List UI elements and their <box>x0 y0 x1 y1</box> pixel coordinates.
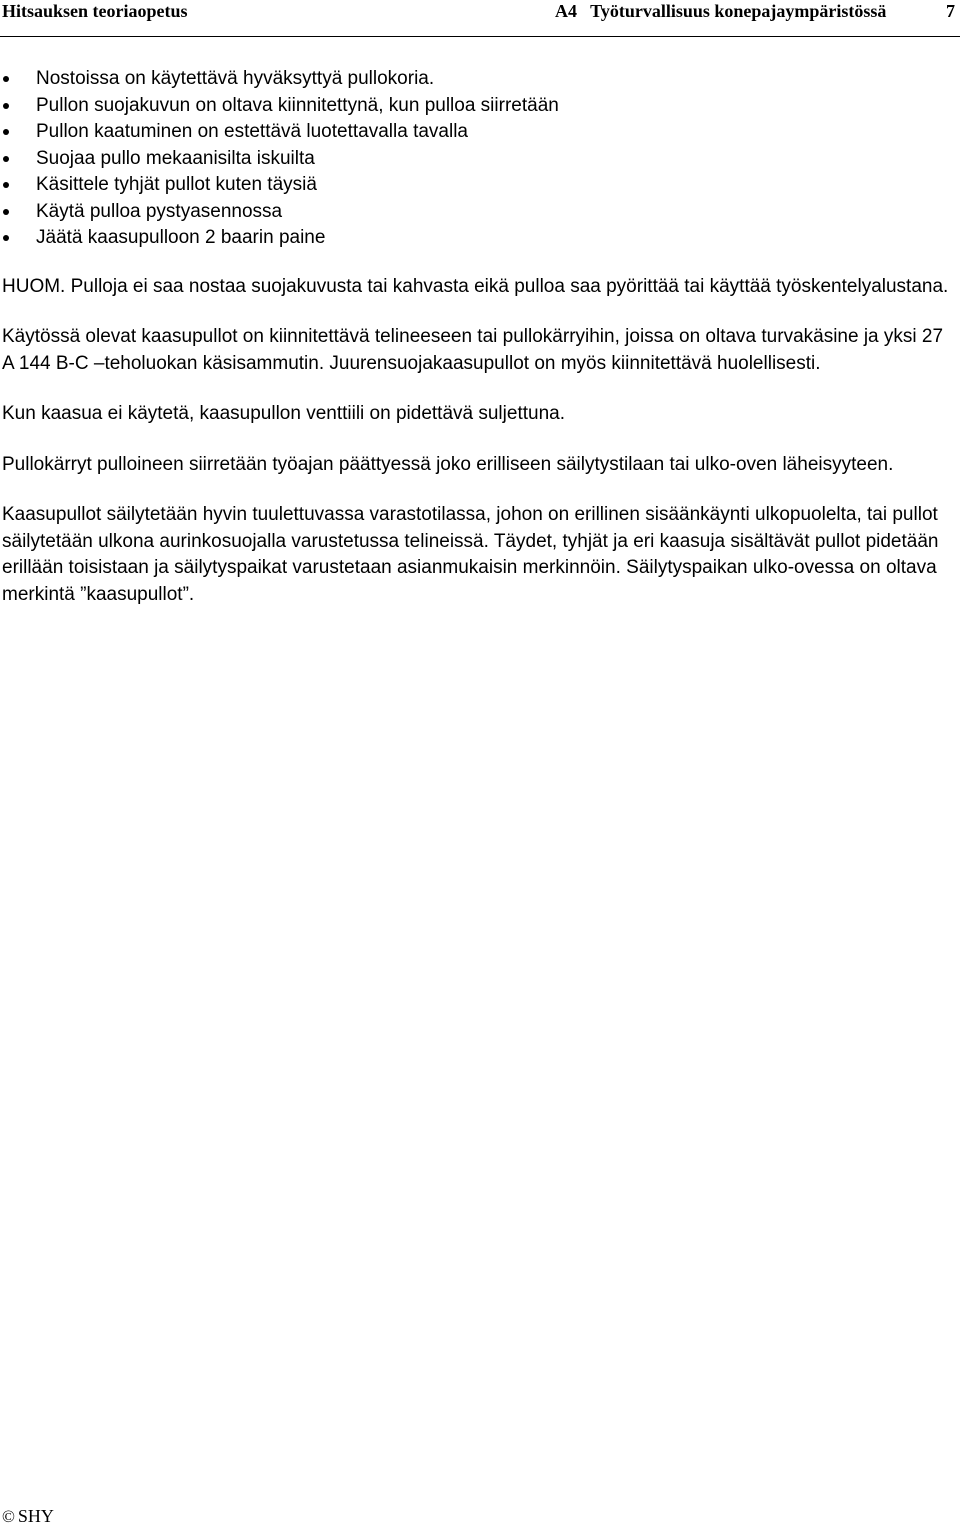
bullet-icon <box>3 156 9 162</box>
bullet-icon <box>3 103 9 109</box>
page-number: 7 <box>946 1 955 21</box>
list-item: Käytä pulloa pystyasennossa <box>2 199 957 226</box>
list-item: Nostoissa on käytettävä hyväksyttyä pullokoria. <box>2 66 957 93</box>
bullet-icon <box>3 129 9 135</box>
page-body <box>2 66 957 608</box>
section-title: A4 Työturvallisuus konepajaympäristössä <box>555 1 887 21</box>
list-item: Pullon kaatuminen on estettävä luotettavalla tavalla <box>2 119 957 146</box>
note-paragraph: HUOM. Pulloja ei saa nostaa suojakuvusta tai kahvasta eikä pulloa saa pyörittää tai käyttää työskentelyalustana. <box>2 275 949 297</box>
bullet-icon <box>3 235 9 241</box>
cylinder-fastening-paragraph: Käytössä olevat kaasupullot on kiinnitettävä telineeseen tai pullokärryihin, joissa on oltava turvakäsine ja yksi 27 A 144 B-C –teholuokan käsisammutin. Juurensuojakaasupullot on myös kiinnitettävä huolellisesti. <box>2 326 944 374</box>
bullet-icon <box>3 209 9 215</box>
page-header <box>0 0 960 37</box>
footer-text: SHY <box>17 1506 54 1526</box>
list-item: Pullon suojakuvun on oltava kiinnitettynä, kun pulloa siirretään <box>2 93 957 120</box>
bullet-icon <box>3 76 9 82</box>
copyright-icon: © <box>2 1507 15 1526</box>
document-title: Hitsauksen teoriaopetus <box>2 1 188 21</box>
list-item: Käsittele tyhjät pullot kuten täysiä <box>2 172 957 199</box>
list-item: Suojaa pullo mekaanisilta iskuilta <box>2 146 957 173</box>
safety-bullet-list <box>2 66 957 252</box>
bullet-icon <box>3 182 9 188</box>
cart-storage-paragraph: Pullokärryt pulloineen siirretään työajan päättyessä joko erilliseen säilytystilaan tai ulko-oven läheisyyteen. <box>2 453 894 475</box>
storage-paragraph: Kaasupullot säilytetään hyvin tuulettuvassa varastotilassa, johon on erillinen sisäänkäynti ulkopuolelta, tai pullot säilytetään ulkona aurinkosuojalla varustetussa telineissä. Täydet, tyhjät ja eri kaasuja sisältävät pullot pidetään erillään toisistaan ja säilytyspaikat varustetaan asianmukaisin merkinnöin. Säilytyspaikan ulko-ovessa on oltava merkintä ”kaasupullot”. <box>2 504 939 605</box>
valve-paragraph: Kun kaasua ei käytetä, kaasupullon venttiili on pidettävä suljettuna. <box>2 403 565 424</box>
list-item: Jäätä kaasupulloon 2 baarin paine <box>2 225 957 252</box>
